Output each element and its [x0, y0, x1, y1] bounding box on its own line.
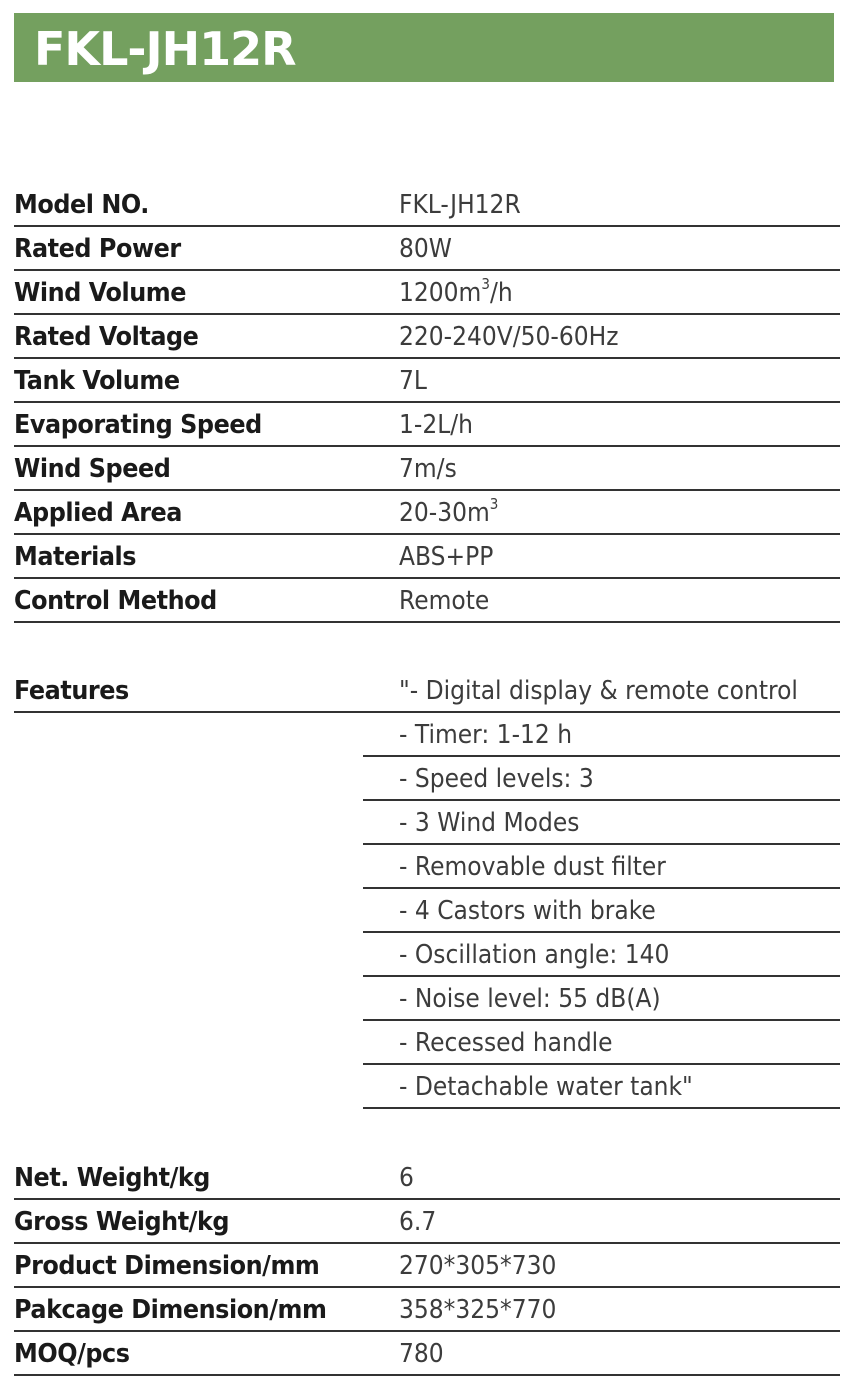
spec-value: 358*325*770	[399, 1295, 557, 1325]
spec-row-wind-speed	[14, 447, 840, 491]
spec-label: Gross Weight/kg	[14, 1207, 230, 1237]
spec-row-net-weight	[14, 1156, 840, 1200]
spec-label: Wind Volume	[14, 278, 187, 308]
spec-row-rated-power	[14, 227, 840, 271]
feature-item: - 3 Wind Modes	[399, 808, 580, 838]
spec-table-bottom	[14, 1156, 840, 1376]
spec-value	[399, 275, 513, 308]
feature-item: - Speed levels: 3	[399, 764, 594, 794]
spec-value: FKL-JH12R	[399, 190, 521, 220]
spec-row-rated-voltage	[14, 315, 840, 359]
spec-value	[399, 495, 499, 528]
feature-item: - Timer: 1-12 h	[399, 720, 573, 750]
spec-row-moq	[14, 1332, 840, 1376]
feature-item: - Detachable water tank"	[399, 1072, 693, 1102]
spec-row-product-dimension	[14, 1244, 840, 1288]
spec-value: 80W	[399, 234, 452, 264]
feature-item: "- Digital display & remote control	[399, 676, 798, 706]
spec-label: Tank Volume	[14, 366, 180, 396]
spec-label: Control Method	[14, 586, 217, 616]
feature-row	[363, 845, 840, 889]
spec-value: 1-2L/h	[399, 410, 473, 440]
spec-label: Applied Area	[14, 498, 182, 528]
spec-value: 6.7	[399, 1207, 437, 1237]
feature-row	[363, 1021, 840, 1065]
spec-row-tank-volume	[14, 359, 840, 403]
features-row-header	[14, 669, 840, 713]
spec-table-top	[14, 183, 840, 623]
spec-value: 6	[399, 1163, 414, 1193]
feature-row	[363, 889, 840, 933]
spec-value: 7L	[399, 366, 427, 396]
spec-label: Rated Power	[14, 234, 181, 264]
spec-value: 270*305*730	[399, 1251, 557, 1281]
page-title: FKL-JH12R	[34, 21, 296, 76]
feature-row	[363, 713, 840, 757]
spec-row-package-dimension	[14, 1288, 840, 1332]
spec-row-control-method	[14, 579, 840, 623]
spec-value: 220-240V/50-60Hz	[399, 322, 619, 352]
spec-row-gross-weight	[14, 1200, 840, 1244]
feature-item: - Noise level: 55 dB(A)	[399, 984, 661, 1014]
feature-item: - 4 Castors with brake	[399, 896, 656, 926]
spec-label: Evaporating Speed	[14, 410, 262, 440]
spec-value-suffix: /h	[489, 278, 513, 308]
spec-row-evaporating-speed	[14, 403, 840, 447]
feature-row	[363, 1065, 840, 1109]
spec-row-wind-volume	[14, 271, 840, 315]
spec-value-superscript: 3	[489, 495, 499, 513]
spec-value-main: 20-30m	[399, 498, 490, 528]
feature-item: - Removable dust filter	[399, 852, 666, 882]
spec-label: Rated Voltage	[14, 322, 199, 352]
features-label: Features	[14, 676, 129, 706]
spec-value: Remote	[399, 586, 490, 616]
feature-row	[363, 801, 840, 845]
spec-row-materials	[14, 535, 840, 579]
feature-item: - Oscillation angle: 140	[399, 940, 670, 970]
spec-label: Model NO.	[14, 190, 149, 220]
features-section	[14, 669, 840, 1109]
spec-label: Materials	[14, 542, 137, 572]
spec-label: Net. Weight/kg	[14, 1163, 210, 1193]
spec-value: ABS+PP	[399, 542, 494, 572]
spec-value-main: 1200m	[399, 278, 482, 308]
spec-label: MOQ/pcs	[14, 1339, 130, 1369]
feature-item: - Recessed handle	[399, 1028, 613, 1058]
spec-row-applied-area	[14, 491, 840, 535]
title-banner	[14, 13, 834, 82]
spec-value: 780	[399, 1339, 444, 1369]
spec-value-superscript: 3	[481, 275, 490, 293]
feature-row	[363, 933, 840, 977]
spec-row-model	[14, 183, 840, 227]
spec-label: Pakcage Dimension/mm	[14, 1295, 327, 1325]
feature-row	[363, 977, 840, 1021]
spec-label: Wind Speed	[14, 454, 171, 484]
feature-row	[363, 757, 840, 801]
spec-label: Product Dimension/mm	[14, 1251, 320, 1281]
spec-value: 7m/s	[399, 454, 457, 484]
